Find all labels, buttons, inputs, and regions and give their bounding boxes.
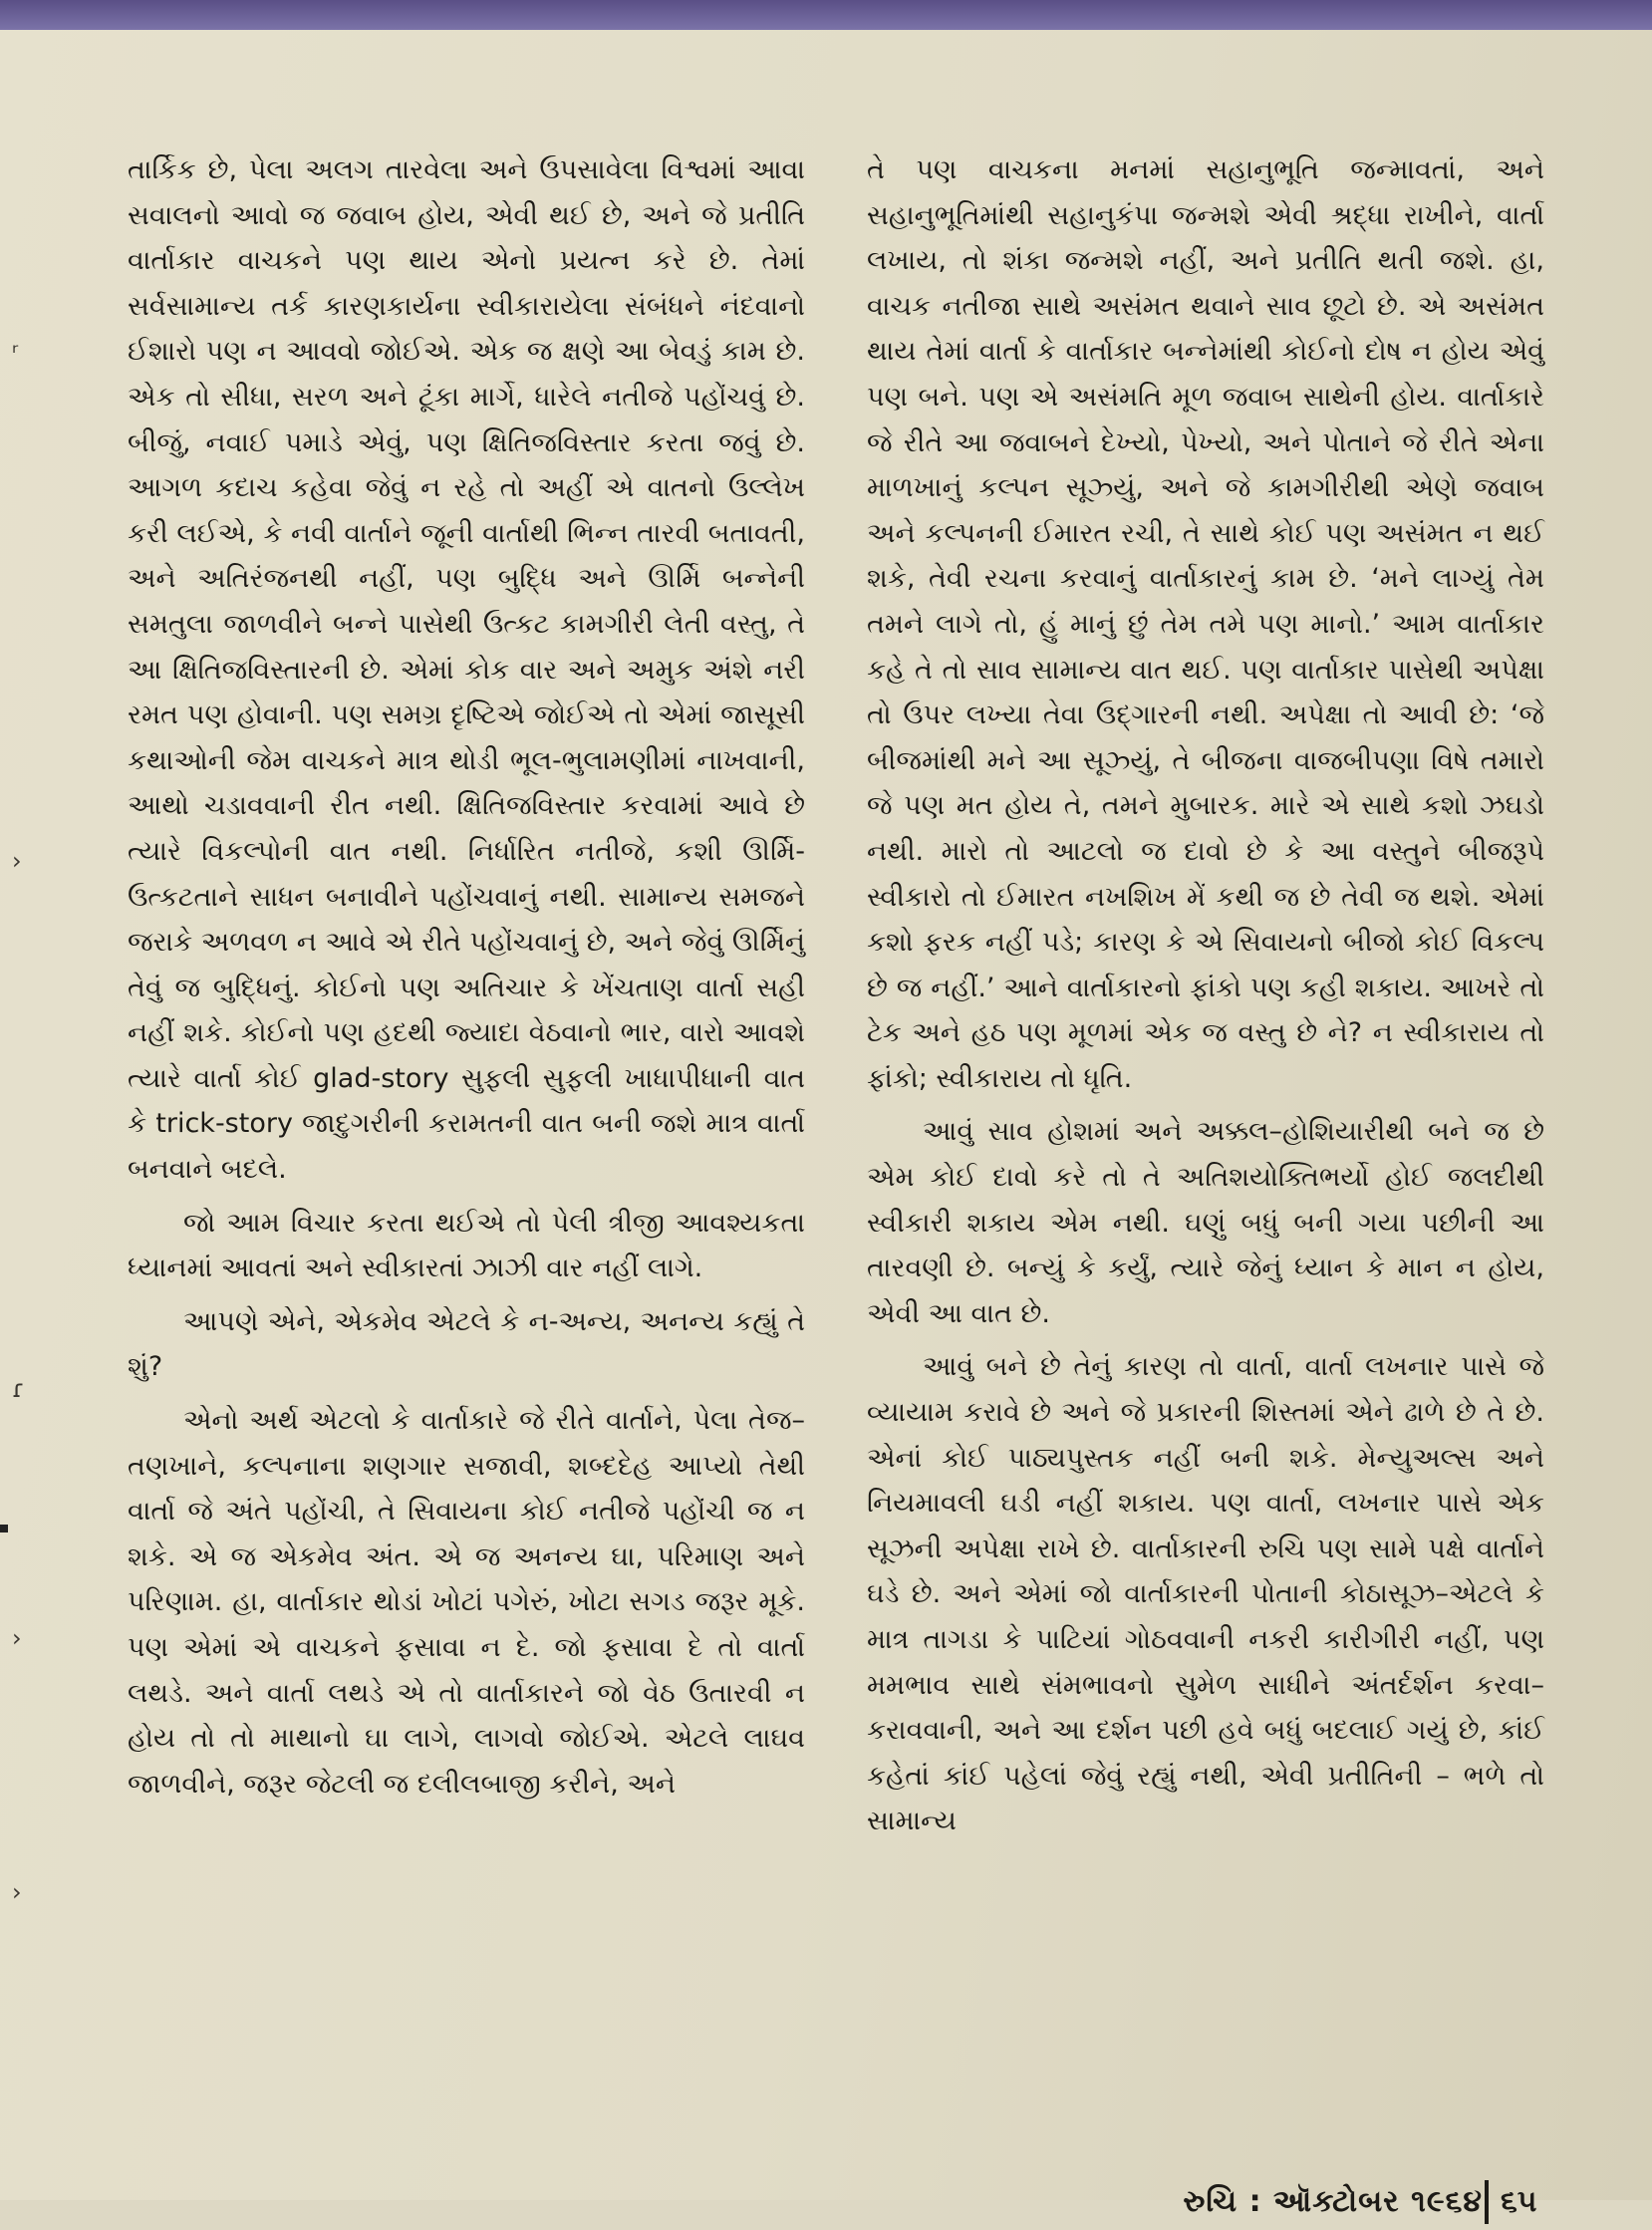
paragraph: જો આમ વિચાર કરતા થઈએ તો પેલી ત્રીજી આવશ્યકતા ધ્યાનમાં આવતાં અને સ્વીકારતાં ઝાઝી વાર નહીં લાગે. (128, 1207, 805, 1284)
magazine-page (0, 30, 1652, 2219)
page-number: ૬૫ (1501, 2184, 1537, 2219)
paragraph: આવું સાવ હોશમાં અને અક્કલ–હોશિયારીથી બને જ છે એમ કોઈ દાવો કરે તો તે અતિશયોક્તિભર્યો હોઈ જલદીથી સ્વીકારી શકાય એમ નથી. ઘણું બધું બની ગયા પછીની આ તારવણી છે. બન્યું કે કર્યું, ત્યારે જેનું ધ્યાન કે માન ન હોય, એવી આ વાત છે. (867, 1116, 1544, 1329)
footer-divider (1485, 2180, 1489, 2224)
issue-line: રુચિ : ઑક્ટોબર ૧૯૬૪ (1183, 2184, 1483, 2219)
top-edge-strip (0, 0, 1652, 30)
paragraph: તાર્કિક છે, પેલા અલગ તારવેલા અને ઉપસાવેલા વિશ્વમાં આવા સવાલનો આવો જ જવાબ હોય, એવી થઈ છે, અને જે પ્રતીતિ વાર્તાકાર વાચકને પણ થાય એનો પ્રયત્ન કરે છે. તેમાં સર્વસામાન્ય તર્ક કારણકાર્યના સ્વીકારાયેલા સંબંધને નંદવાનો ઈશારો પણ ન આવવો જોઈએ. એક જ ક્ષણે આ બેવડું કામ છે. એક તો સીધા, સરળ અને ટૂંકા માર્ગે, ધારેલે નતીજે પહોંચવું છે. બીજું, નવાઈ પમાડે એવું, પણ ક્ષિતિજવિસ્તાર કરતા જવું છે. આગળ કદાચ કહેવા જેવું ન રહે તો અહીં એ વાતનો ઉલ્લેખ કરી લઈએ, કે નવી વાર્તાને જૂની વાર્તાથી ભિન્ન તારવી બતાવતી, અને અતિરંજનથી નહીં, પણ બુદ્ધિ અને ઊર્મિ બન્નેની સમતુલા જાળવીને બન્ને પાસેથી ઉત્કટ કામગીરી લેતી વસ્તુ, તે આ ક્ષિતિજવિસ્તારની છે. એમાં કોક વાર અને અમુક અંશે નરી રમત પણ હોવાની. પણ સમગ્ર દૃષ્ટિએ જોઈએ તો એમાં જાસૂસી કથાઓની જેમ વાચકને માત્ર થોડી ભૂલ-ભુલામણીમાં નાખવાની, આથો ચડાવવાની રીત નથી. ક્ષિતિજવિસ્તાર કરવામાં આવે છે ત્યારે વિકલ્પોની વાત નથી. નિર્ધારિત નતીજે, કશી ઊર્મિ-ઉત્કટતાને સાધન બનાવીને પહોંચવાનું નથી. સામાન્ય સમજને જરાકે અળવળ ન આવે એ રીતે પહોંચવાનું છે, અને જેવું ઊર્મિનું તેવું જ બુદ્ધિનું. કોઈનો પણ અતિચાર કે ખેંચતાણ વાર્તા સહી નહીં શકે. કોઈનો પણ હદથી જ્યાદા વેઠવાનો ભાર, વારો આવશે ત્યારે વાર્તા કોઈ glad-story સુફલી સુફલી ખાધાપીધાની વાત કે trick-story જાદુગરીની કરામતની વાત બની જશે માત્ર વાર્તા બનવાને બદલે. (128, 154, 806, 1186)
paragraph: તે પણ વાચકના મનમાં સહાનુભૂતિ જન્માવતાં, અને સહાનુભૂતિમાંથી સહાનુકંપા જન્મશે એવી શ્રદ્ધા રાખીને, વાર્તા લખાય, તો શંકા જન્મશે નહીં, અને પ્રતીતિ થતી જશે. હા, વાચક નતીજા સાથે અસંમત થવાને સાવ છૂટો છે. એ અસંમત થાય તેમાં વાર્તા કે વાર્તાકાર બન્નેમાંથી કોઈનો દોષ ન હોય એવું પણ બને. પણ એ અસંમતિ મૂળ જવાબ સાથેની હોય. વાર્તાકારે જે રીતે આ જવાબને દેખ્યો, પેખ્યો, અને પોતાને જે રીતે એના માળખાનું કલ્પન સૂઝ્યું, અને જે કામગીરીથી એણે જવાબ અને કલ્પનની ઈમારત રચી, તે સાથે કોઈ પણ અસંમત ન થઈ શકે, તેવી રચના કરવાનું વાર્તાકારનું કામ છે. ‘મને લાગ્યું તેમ તમને લાગે તો, હું માનું છું તેમ તમે પણ માનો.’ આમ વાર્તાકાર કહે તે તો સાવ સામાન્ય વાત થઈ. પણ વાર્તાકાર પાસેથી અપેક્ષા તો ઉપર લખ્યા તેવા ઉદ્ગારની નથી. અપેક્ષા તો આવી છે: ‘જે બીજમાંથી મને આ સૂઝ્યું, તે બીજના વાજબીપણા વિષે તમારો જે પણ મત હોય તે, તમને મુબારક. મારે એ સાથે કશો ઝઘડો નથી. મારો તો આટલો જ દાવો છે કે આ વસ્તુને બીજરૂપે સ્વીકારો તો ઈમારત નખશિખ મેં કથી જ છે તેવી જ થશે. એમાં કશો ફરક નહીં પડે; કારણ કે એ સિવાયનો બીજો કોઈ વિકલ્પ છે જ નહીં.’ આને વાર્તાકારનો ફાંકો પણ કહી શકાય. આખરે તો ટેક અને હઠ પણ મૂળમાં એક જ વસ્તુ છે ને? ન સ્વીકારાય તો ફાંકો; સ્વીકારાય તો ધૃતિ. (867, 154, 1544, 1094)
margin-mark: › (12, 1878, 22, 1906)
paragraph: આપણે એને, એકમેવ એટલે કે ન-અન્ય, અનન્ય કહ્યું તે શું? (128, 1305, 805, 1383)
paragraph: આવું બને છે તેનું કારણ તો વાર્તા, વાર્તા લખનાર પાસે જે વ્યાયામ કરાવે છે અને જે પ્રકારની શિસ્તમાં એને ઢાળે છે તે છે. એનાં કોઈ પાઠ્યપુસ્તક નહીં બની શકે. મેન્યુઅલ્સ અને નિયમાવલી ઘડી નહીં શકાય. પણ વાર્તા, લખનાર પાસે એક સૂઝની અપેક્ષા રાખે છે. વાર્તાકારની રુચિ પણ સામે પક્ષે વાર્તાને ઘડે છે. અને એમાં જો વાર્તાકારની પોતાની કોઠાસૂઝ–એટલે કે માત્ર તાગડા કે પાટિયાં ગોઠવવાની નકરી કારીગીરી નહીં, પણ મમભાવ સાથે સંમભાવનો સુમેળ સાધીને અંતર્દર્શન કરવા–કરાવવાની, અને આ દર્શન પછી હવે બધું બદલાઈ ગયું છે, કાંઈ કહેતાં કાંઈ પહેલાં જેવું રહ્યું નથી, એવી પ્રતીતિની – ભળે તો સામાન્ય (867, 1351, 1544, 1837)
margin-mark: › (12, 847, 22, 875)
right-column (867, 147, 1544, 1852)
paragraph: એનો અર્થ એટલો કે વાર્તાકારે જે રીતે વાર્તાને, પેલા તેજ–તણખાને, કલ્પનાના શણગાર સજાવી, શબ્દદેહ આપ્યો તેથી વાર્તા જે અંતે પહોંચી, તે સિવાયના કોઈ નતીજે પહોંચી જ ન શકે. એ જ એકમેવ અંત. એ જ અનન્ય ઘા, પરિમાણ અને પરિણામ. હા, વાર્તાકાર થોડાં ખોટાં પગેરું, ખોટા સગડ જરૂર મૂકે. પણ એમાં એ વાચકને ફસાવા ન દે. જો ફસાવા દે તો વાર્તા લથડે. અને વાર્તા લથડે એ તો વાર્તાકારને જો વેઠ ઉતારવી ન હોય તો તો માથાનો ઘા લાગે, લાગવો જોઈએ. એટલે લાઘવ જાળવીને, જરૂર જેટલી જ દલીલબાજી કરીને, અને (128, 1405, 805, 1800)
margin-mark: ɾ (12, 1375, 25, 1403)
left-column (128, 147, 805, 1814)
margin-mark: ʳ (12, 339, 19, 367)
edge-mark (0, 1525, 8, 1533)
margin-mark: › (12, 1624, 22, 1652)
page-footer (0, 2180, 1652, 2230)
